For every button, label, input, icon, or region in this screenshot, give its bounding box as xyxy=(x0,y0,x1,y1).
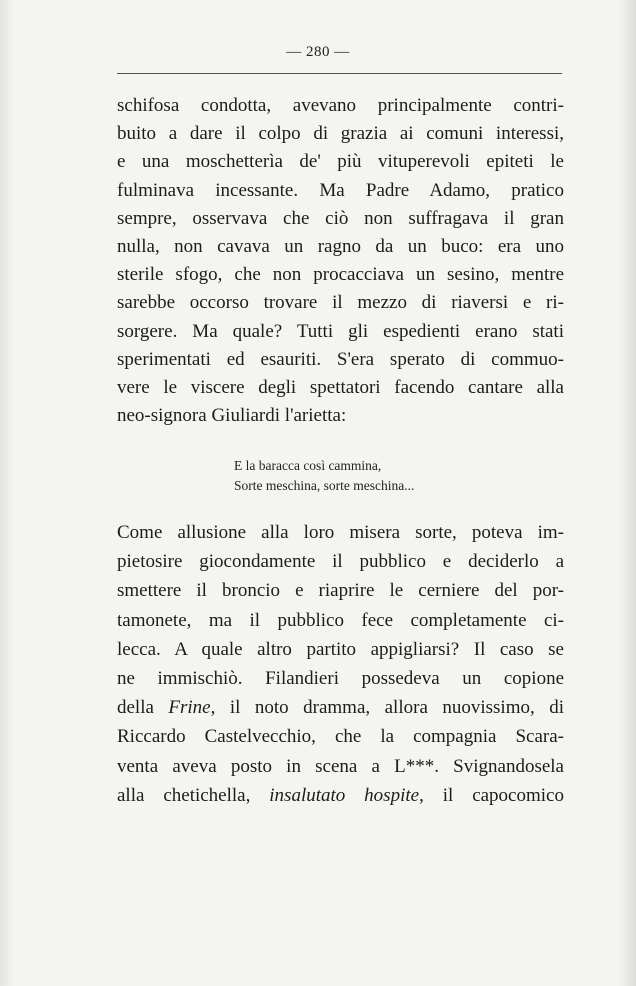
text-line xyxy=(117,693,564,722)
text-line: schifosa condotta, avevano principalmente contri- xyxy=(117,95,564,116)
text-line: vere le viscere degli spettatori facendo cantare alla xyxy=(117,377,564,399)
text-fragment: alla chetichella, xyxy=(117,784,270,806)
text-line: lecca. A quale altro partito appigliarsi? Il caso se xyxy=(117,638,564,660)
page-number: — 280 — xyxy=(286,44,350,60)
italic-title: Frine xyxy=(168,697,211,719)
text-line: Come allusione alla loro misera sorte, poteva im- xyxy=(117,522,564,543)
text-line: tamonete, ma il pubblico fece completamente ci- xyxy=(117,609,564,631)
paragraph-1 xyxy=(117,92,564,430)
text-line xyxy=(117,781,564,810)
text-line: Riccardo Castelvecchio, che la compagnia Scara- xyxy=(117,726,564,748)
header-rule xyxy=(117,73,562,74)
text-line: venta aveva posto in scena a L***. Svignandosela xyxy=(117,755,564,777)
text-line: sperimentati ed esauriti. S'era sperato di commuo- xyxy=(117,348,564,370)
verse-quote xyxy=(234,456,414,496)
page-shadow-left xyxy=(0,0,14,986)
verse-line: Sorte meschina, sorte meschina... xyxy=(234,478,415,493)
italic-phrase: insalutato hospite xyxy=(269,784,420,806)
page-shadow-right xyxy=(618,0,636,986)
text-line: sterile sfogo, che non procacciava un sesino, mentre xyxy=(117,264,564,286)
verse-line: E la baracca così cammina, xyxy=(234,458,382,473)
text-line: neo-signora Giuliardi l'arietta: xyxy=(117,405,347,427)
text-line: sorgere. Ma quale? Tutti gli espedienti erano stati xyxy=(117,320,564,342)
text-line: fulminava incessante. Ma Padre Adamo, pratico xyxy=(117,179,564,201)
text-line: sarebbe occorso trovare il mezzo di riaversi e ri- xyxy=(117,292,564,314)
text-fragment: , il capocomico xyxy=(419,784,564,806)
text-line: pietosire giocondamente il pubblico e deciderlo a xyxy=(117,551,564,573)
text-line: sempre, osservava che ciò non suffragava il gran xyxy=(117,207,564,229)
paragraph-2 xyxy=(117,518,564,810)
text-fragment: , il noto dramma, allora nuovissimo, di xyxy=(210,697,564,719)
text-fragment: della xyxy=(117,697,169,719)
text-line: buito a dare il colpo di grazia ai comuni interessi, xyxy=(117,123,564,145)
text-line: smettere il broncio e riaprire le cerniere del por- xyxy=(117,580,564,602)
text-line: ne immischiò. Filandieri possedeva un copione xyxy=(117,668,564,690)
text-line: nulla, non cavava un ragno da un buco: era uno xyxy=(117,236,564,258)
text-line: e una moschetterìa de' più vituperevoli epiteti le xyxy=(117,151,564,173)
